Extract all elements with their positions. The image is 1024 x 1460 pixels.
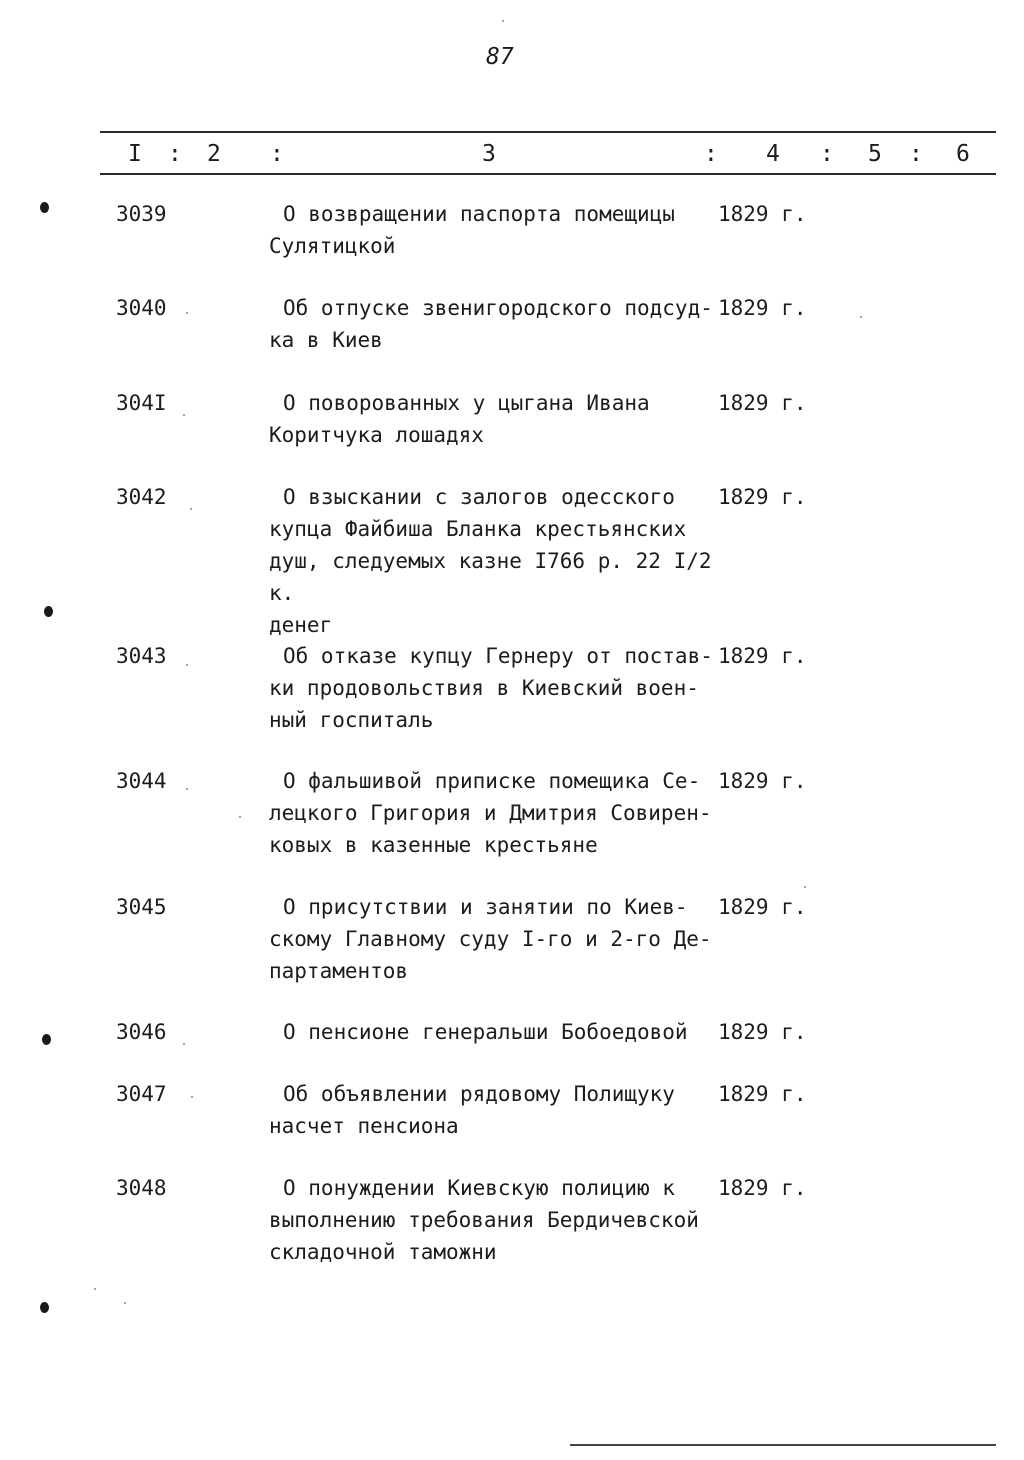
column-header-4: 4 — [766, 141, 780, 167]
header-rule-bottom — [100, 173, 996, 175]
entry-year: 1829 г. — [718, 485, 807, 509]
entry-title: Об объявлении рядовому Полищуку насчет пенсиона — [269, 1082, 675, 1138]
entry-year: 1829 г. — [718, 769, 807, 793]
entry-number: 3045 — [116, 895, 167, 919]
entry-number: 3039 — [116, 202, 167, 226]
entry-number: 3046 — [116, 1020, 167, 1044]
scan-speck — [183, 414, 185, 416]
page-number: 87 — [486, 44, 514, 70]
column-separator: : — [909, 141, 923, 167]
entry-year: 1829 г. — [718, 895, 807, 919]
entry-year: 1829 г. — [718, 644, 807, 668]
scan-speck — [94, 1288, 96, 1290]
punch-hole-dot — [40, 1302, 49, 1313]
entry-year: 1829 г. — [718, 202, 807, 226]
scan-speck — [804, 886, 806, 888]
punch-hole-dot — [42, 1034, 51, 1045]
entry-year: 1829 г. — [718, 296, 807, 320]
entry-title: О понуждении Киевскую полицию к выполнению требования Бердичевской складочной таможни — [269, 1176, 699, 1264]
punch-hole-dot — [44, 606, 53, 617]
column-separator: : — [168, 141, 182, 167]
scan-speck — [124, 1302, 126, 1304]
entry-year: 1829 г. — [718, 1020, 807, 1044]
scan-speck — [502, 20, 504, 22]
entry-number: 3040 — [116, 296, 167, 320]
entry-number: 3048 — [116, 1176, 167, 1200]
column-header-6: 6 — [956, 141, 970, 167]
header-rule-top — [100, 131, 996, 133]
entry-number: 3043 — [116, 644, 167, 668]
scan-speck — [186, 788, 188, 790]
column-separator: : — [270, 141, 284, 167]
column-header-3: 3 — [482, 141, 496, 167]
entry-title: О присутствии и занятии по Киев- скому Главному суду I-го и 2-го Де- партаментов — [269, 895, 712, 983]
scan-speck — [191, 1096, 193, 1098]
scan-speck — [183, 1043, 185, 1045]
entry-title: О фальшивой приписке помещика Се- лецкого Григория и Дмитрия Совирен- ковых в казенные крестьяне — [269, 769, 712, 857]
entry-title: О возвращении паспорта помещицы Сулятицкой — [269, 202, 675, 258]
entry-title: Об отказе купцу Гернеру от постав- ки продовольствия в Киевский воен- ный госпиталь — [269, 644, 713, 732]
entry-number: 3042 — [116, 485, 167, 509]
entry-title: О поворованных у цыгана Ивана Коритчука лошадях — [269, 391, 650, 447]
punch-hole-dot — [40, 202, 49, 213]
column-header-5: 5 — [868, 141, 882, 167]
scan-speck — [190, 508, 192, 510]
column-separator: : — [704, 141, 718, 167]
scan-speck — [239, 816, 241, 818]
entry-title: О взыскании с залогов одесского купца Файбиша Бланка крестьянских душ, следуемых казне I766 р. 22 I/2 к. денег — [269, 485, 712, 637]
footer-rule — [570, 1444, 996, 1446]
column-header-2: 2 — [207, 141, 221, 167]
scan-speck — [186, 664, 188, 666]
entry-number: 304I — [116, 391, 167, 415]
entry-number: 3044 — [116, 769, 167, 793]
scan-speck — [186, 312, 188, 314]
scan-speck — [860, 316, 862, 318]
entry-year: 1829 г. — [718, 1082, 807, 1106]
entry-number: 3047 — [116, 1082, 167, 1106]
column-separator: : — [820, 141, 834, 167]
entry-year: 1829 г. — [718, 391, 807, 415]
entry-year: 1829 г. — [718, 1176, 807, 1200]
entry-title: Об отпуске звенигородского подсуд- ка в Киев — [269, 296, 713, 352]
entry-title: О пенсионе генеральши Бобоедовой — [283, 1020, 688, 1044]
column-header-1: I — [128, 141, 142, 167]
